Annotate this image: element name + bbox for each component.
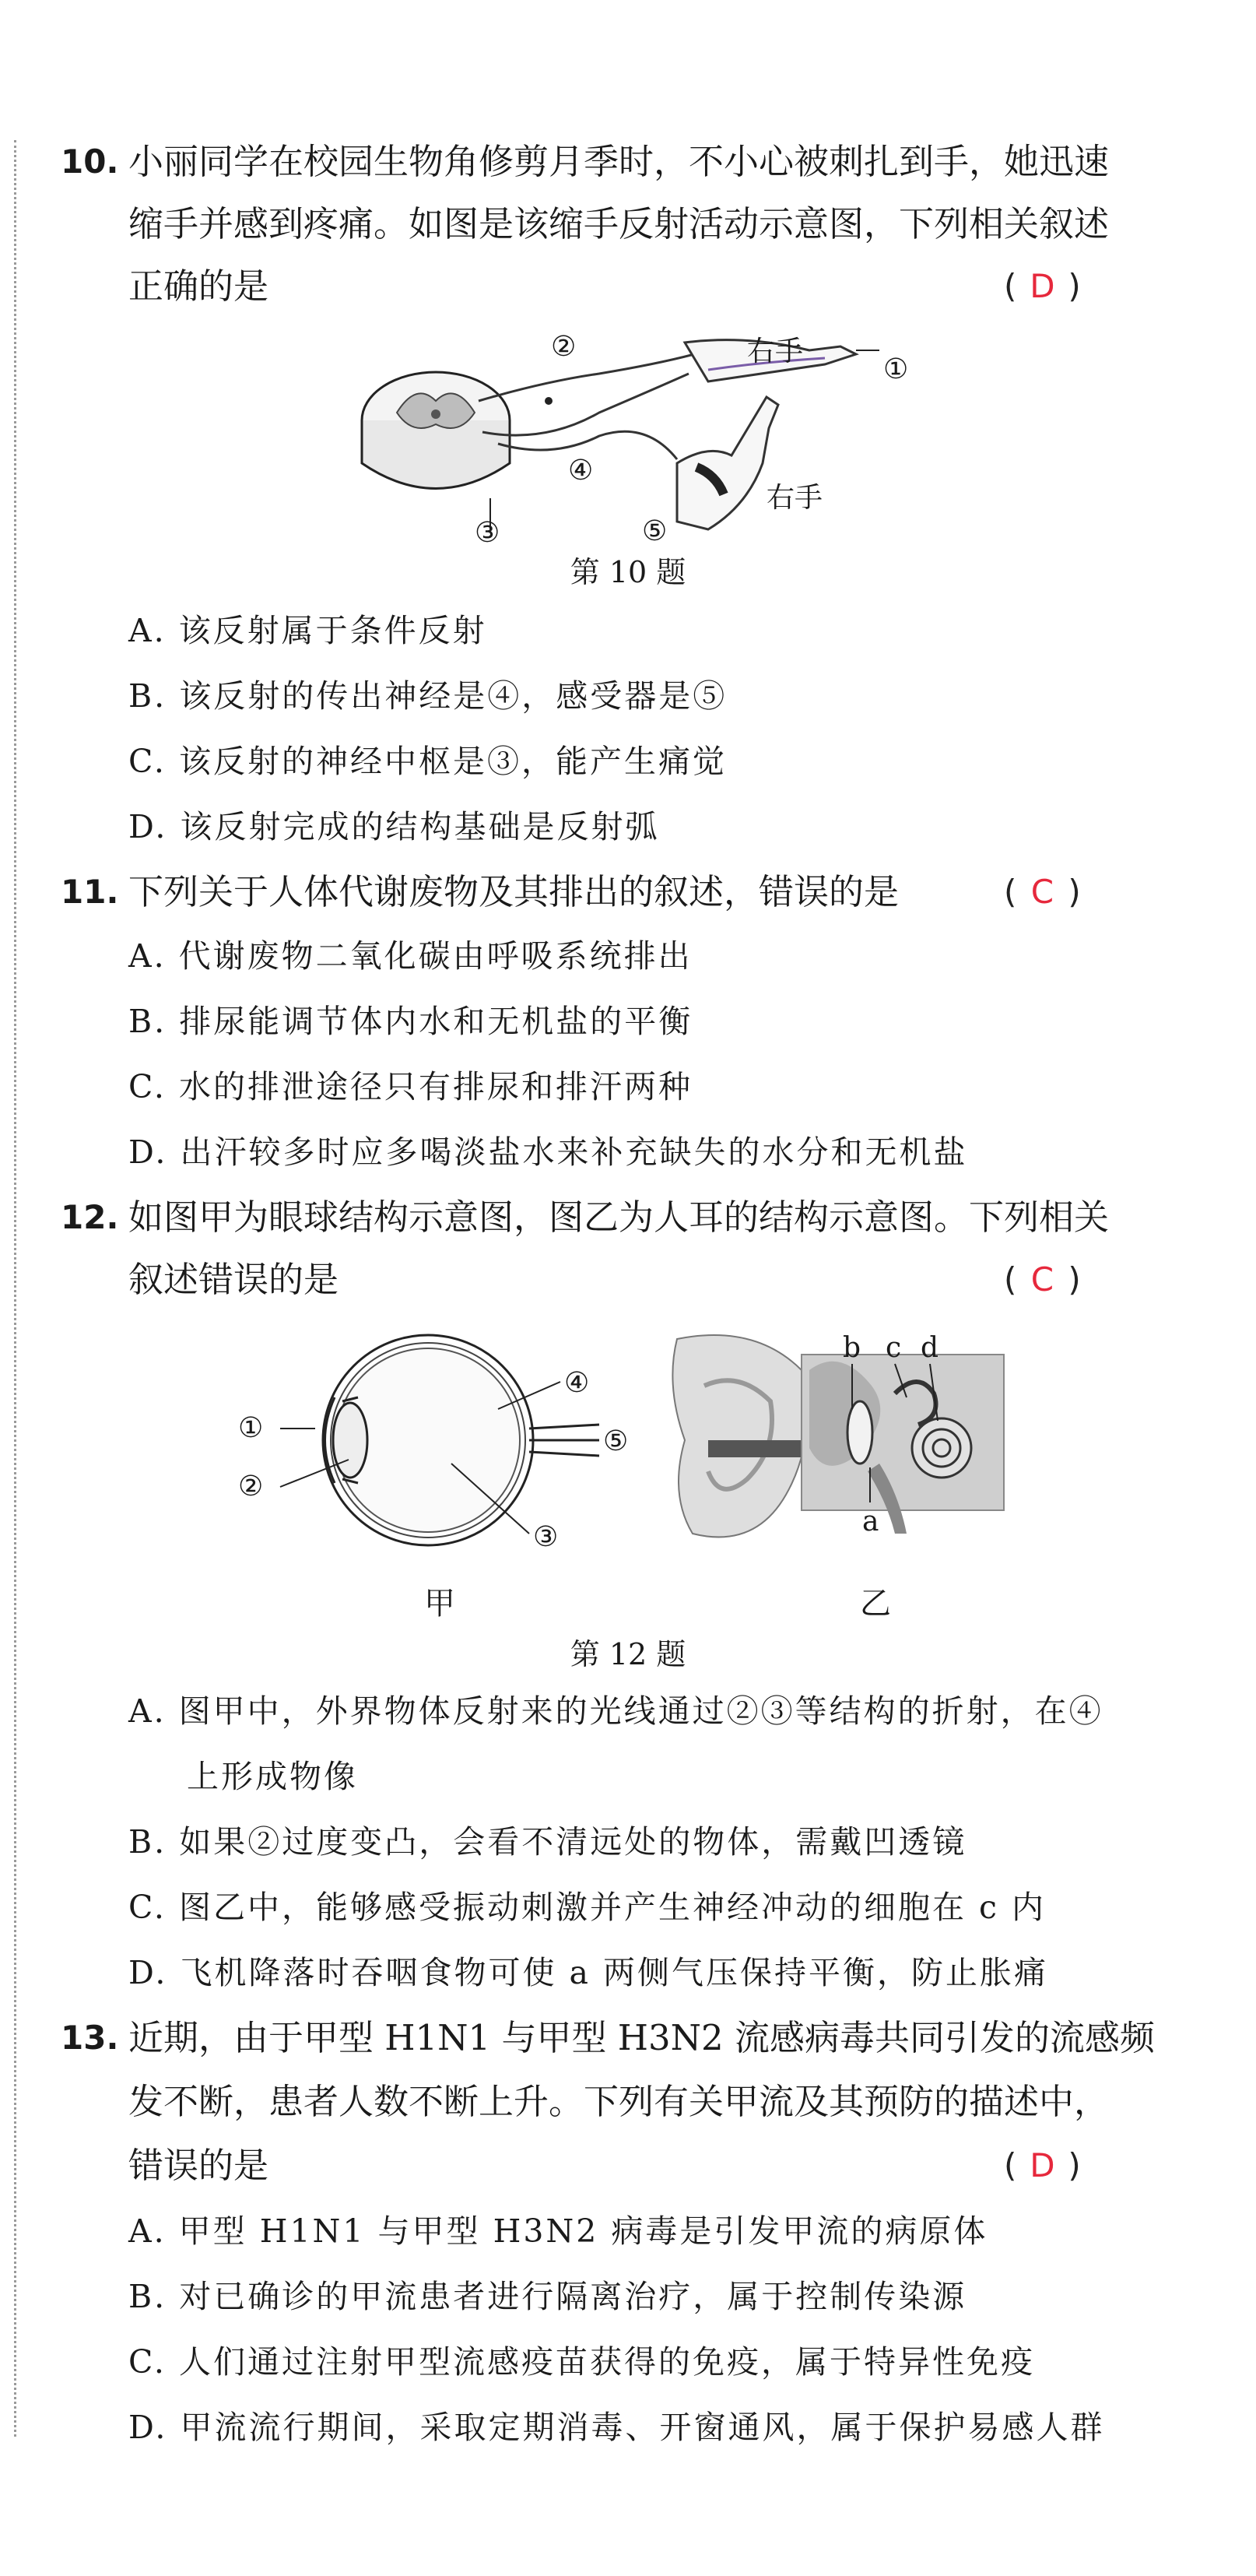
- q10-option-c: C. 该反射的神经中枢是③，能产生痛觉: [128, 743, 727, 780]
- q10-answer: ( D ): [1004, 263, 1081, 310]
- q10-answer-letter: D: [1030, 267, 1055, 305]
- q10-option-b: B. 该反射的传出神经是④，感受器是⑤: [128, 677, 728, 715]
- q13-option-d: D. 甲流流行期间，采取定期消毒、开窗通风，属于保护易感人群: [128, 2409, 1105, 2446]
- q13-option-a: A. 甲型 H1N1 与甲型 H3N2 病毒是引发甲流的病原体: [128, 2212, 988, 2250]
- q12-stem-line-2: 叙述错误的是: [128, 1259, 339, 1300]
- q12-ear-label-b: b: [843, 1332, 861, 1364]
- q12-eye-name: 甲: [424, 1586, 455, 1622]
- q10-label-hand-top: 右手: [747, 336, 804, 367]
- q12-number: 12.: [61, 1198, 119, 1236]
- q12-stem-line-1: 如图甲为眼球结构示意图，图乙为人耳的结构示意图。下列相关: [128, 1197, 1110, 1238]
- ear-drawing: [661, 1323, 1019, 1573]
- q10-label-4: ④: [568, 455, 594, 487]
- q13-stem-line-3: 错误的是: [128, 2145, 269, 2186]
- q10-label-hand-bottom: 右手: [767, 482, 823, 514]
- q11-option-b: B. 排尿能调节体内水和无机盐的平衡: [128, 1003, 693, 1040]
- q11-answer-letter: C: [1030, 873, 1054, 911]
- q10-number: 10.: [61, 142, 119, 181]
- q12-ear-label-d: d: [921, 1332, 939, 1364]
- q13-option-b: B. 对已确诊的甲流患者进行隔离治疗，属于控制传染源: [128, 2278, 967, 2315]
- q13-stem-line-2: 发不断，患者人数不断上升。下列有关甲流及其预防的描述中，: [128, 2081, 1110, 2122]
- q11-option-a: A. 代谢废物二氧化碳由呼吸系统排出: [128, 937, 693, 975]
- q11-stem-line-1: 下列关于人体代谢废物及其排出的叙述，错误的是: [128, 871, 900, 912]
- q11-answer: ( C ): [1004, 869, 1081, 915]
- q12-ear-name: 乙: [860, 1586, 891, 1622]
- q12-eye-label-3: ③: [533, 1521, 559, 1553]
- q13-answer: ( D ): [1004, 2142, 1081, 2189]
- q10-stem-line-2: 缩手并感到疼痛。如图是该缩手反射活动示意图，下列相关叙述: [128, 203, 1110, 244]
- q12-ear-figure: [661, 1323, 1019, 1573]
- q13-option-c: C. 人们通过注射甲型流感疫苗获得的免疫，属于特异性免疫: [128, 2343, 1035, 2381]
- q12-option-a-cont: 上形成物像: [187, 1758, 358, 1795]
- q12-figure-caption: 第 12 题: [570, 1637, 686, 1671]
- q10-figure-reflex-arc: [342, 327, 934, 561]
- q13-stem-line-1: 近期，由于甲型 H1N1 与甲型 H3N2 流感病毒共同引发的流感频: [128, 2017, 1155, 2058]
- q13-answer-letter: D: [1030, 2146, 1055, 2184]
- q12-answer: ( C ): [1004, 1256, 1081, 1303]
- q12-option-c: C. 图乙中，能够感受振动刺激并产生神经冲动的细胞在 c 内: [128, 1889, 1046, 1926]
- q11-option-d: D. 出汗较多时应多喝淡盐水来补充缺失的水分和无机盐: [128, 1133, 968, 1171]
- reflex-arc-drawing: [342, 327, 934, 561]
- q12-option-d: D. 飞机降落时吞咽食物可使 a 两侧气压保持平衡，防止胀痛: [128, 1954, 1048, 1991]
- q11-option-c: C. 水的排泄途径只有排尿和排汗两种: [128, 1068, 693, 1105]
- q10-stem-line-3: 正确的是: [128, 265, 269, 307]
- q10-label-3: ③: [475, 517, 500, 549]
- q11-number: 11.: [61, 873, 119, 911]
- q10-label-1: ①: [883, 353, 909, 385]
- q12-eye-label-1: ①: [238, 1412, 264, 1444]
- q12-eye-figure: [233, 1323, 638, 1565]
- q12-eye-label-2: ②: [238, 1471, 264, 1502]
- margin-dotted-line: [14, 140, 16, 2437]
- q10-option-d: D. 该反射完成的结构基础是反射弧: [128, 808, 660, 845]
- q12-eye-label-5: ⑤: [603, 1425, 629, 1457]
- q12-answer-letter: C: [1030, 1260, 1054, 1299]
- q13-number: 13.: [61, 2019, 119, 2057]
- q10-figure-caption: 第 10 题: [570, 555, 686, 589]
- q10-label-2: ②: [551, 331, 577, 363]
- q12-ear-label-c: c: [886, 1332, 902, 1364]
- q12-option-b: B. 如果②过度变凸，会看不清远处的物体，需戴凹透镜: [128, 1823, 967, 1861]
- q12-ear-label-a: a: [862, 1506, 879, 1538]
- q10-option-a: A. 该反射属于条件反射: [128, 612, 487, 649]
- q10-stem-line-1: 小丽同学在校园生物角修剪月季时，不小心被刺扎到手，她迅速: [128, 141, 1110, 182]
- q12-option-a: A. 图甲中，外界物体反射来的光线通过②③等结构的折射，在④: [128, 1692, 1103, 1730]
- q12-eye-label-4: ④: [564, 1367, 590, 1399]
- q10-label-5: ⑤: [642, 515, 668, 547]
- eye-drawing: [233, 1323, 638, 1565]
